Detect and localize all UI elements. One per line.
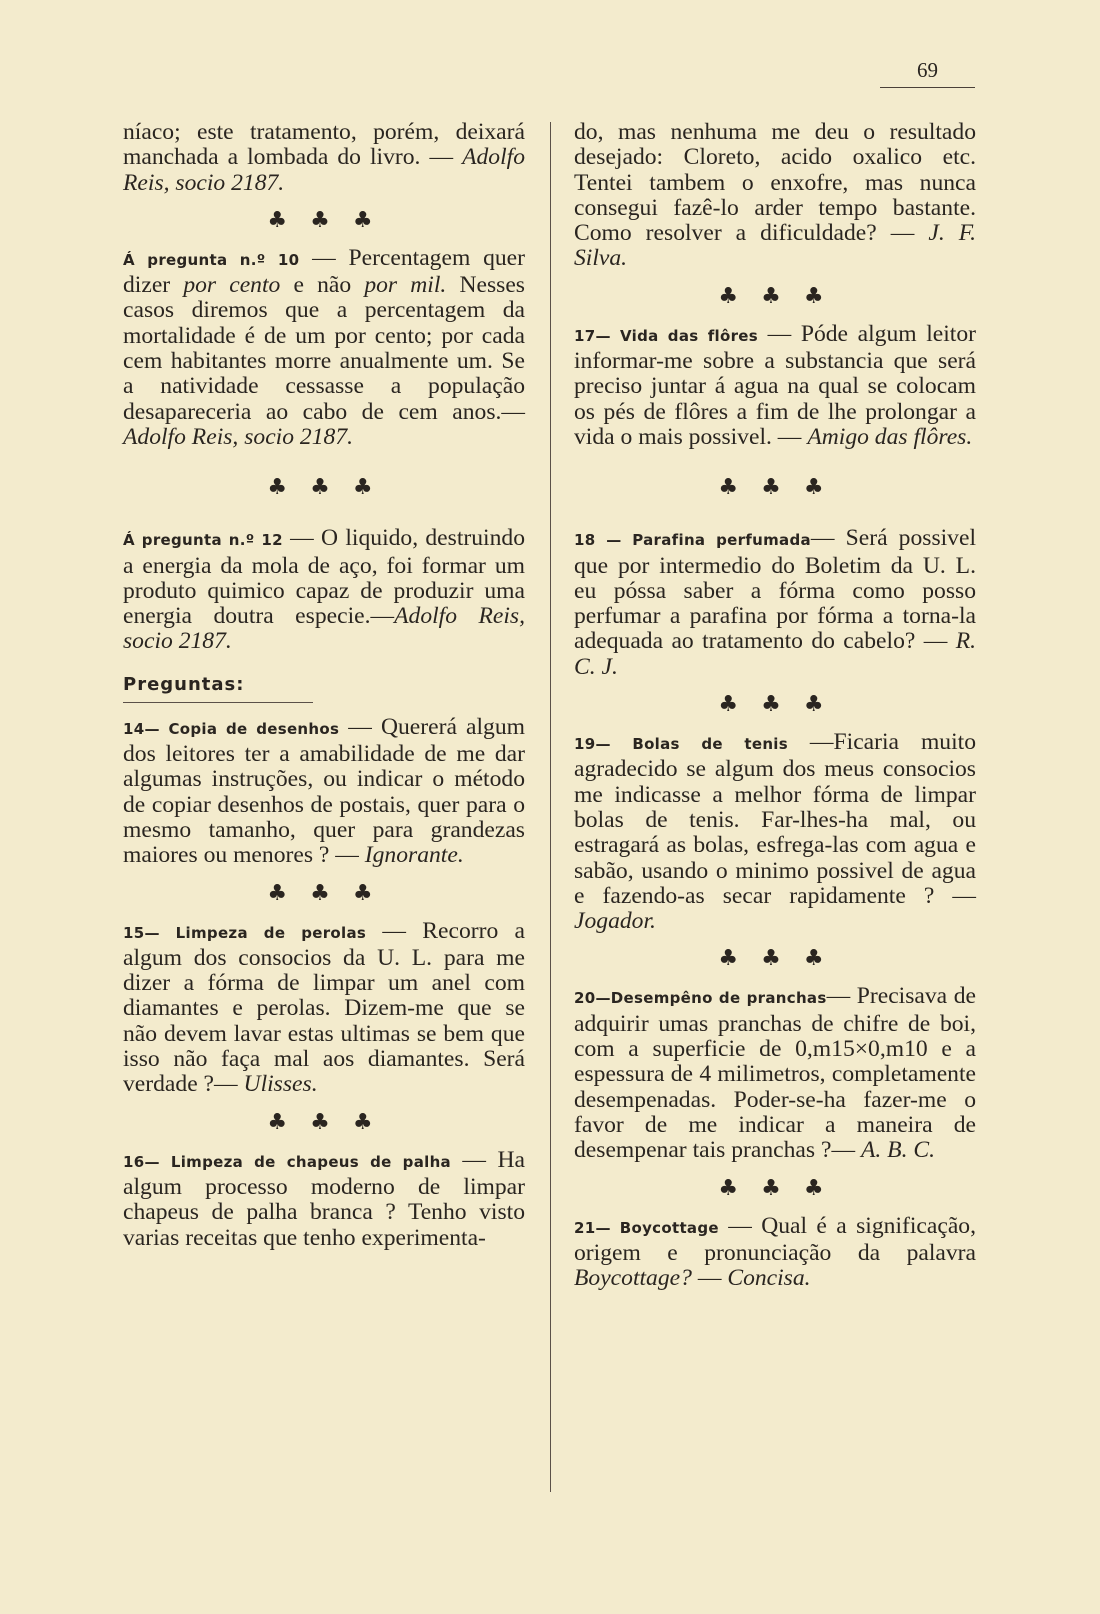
column-divider (550, 122, 551, 1492)
separator-clubs-icon: ♣ ♣ ♣ (267, 880, 381, 906)
answer-12-lead: Á pregunta n.º 12 (123, 531, 283, 550)
page-number: 69 (880, 58, 975, 88)
separator-clubs-icon: ♣ ♣ ♣ (267, 1109, 381, 1135)
section-heading: Preguntas: (123, 665, 525, 705)
signature: Concisa. (727, 1265, 811, 1292)
signature: Amigo das flôres. (807, 423, 973, 450)
signature: Adolfo Reis, socio 2187. (123, 603, 525, 655)
question-21-lead: 21— Boycottage (574, 1218, 719, 1237)
signature: Ulisses. (243, 1071, 318, 1098)
signature: Adolfo Reis, socio 2187. (123, 423, 354, 450)
signature: Adolfo Reis, socio 2187. (123, 144, 525, 196)
separator-clubs-icon: ♣ ♣ ♣ (718, 1175, 832, 1201)
separator-clubs-icon: ♣ ♣ ♣ (718, 475, 832, 501)
question-17: 17— Vida das flôres — Póde algum leitor informar-me sobre a substancia que será preciso juntar á agua na qual se colocam os pés de flôres a fim de lhe prolongar a vida o mais possivel. — Amigo das flôres. (574, 320, 976, 450)
question-16-lead: 16— Limpeza de chapeus de palha (123, 1152, 451, 1171)
separator-clubs-icon: ♣ ♣ ♣ (267, 475, 381, 501)
question-18: 18 — Parafina perfumada— Será possivel que por intermedio do Boletim da U. L. eu póssa saber a fórma como posso perfumar a parafina por fórma a torna-la adequada ao tratamento do cabelo? — R. C. J. (574, 525, 977, 680)
question-19: 19— Bolas de tenis —Ficaria muito agradecido se algum dos meus consocios me indicasse a melhor fórma de limpar bolas de tenis. Far-lhes-ha mal, ou estragará as bolas, esfrega-las com agua e sabão, usando o minimo possivel de agua e fazendo-as secar rapidamente ? — Jogador. (574, 729, 977, 935)
separator-clubs-icon: ♣ ♣ ♣ (718, 946, 832, 972)
signature: A. B. C. (860, 1137, 936, 1164)
paragraph-answer-12: Á pregunta n.º 12 — O liquido, destruindo a energia da mola de aço, foi formar um produto quimico capaz de produzir uma energia doutra especie.—Adolfo Reis, socio 2187. (123, 525, 525, 655)
question-20-lead: 20—Desempêno de pranchas (574, 989, 827, 1008)
question-17-lead: 17— Vida das flôres (574, 326, 758, 345)
separator-clubs-icon: ♣ ♣ ♣ (718, 692, 832, 718)
paragraph-intro: níaco; este tratamento, porém, deixará manchada a lombada do livro. — Adolfo Reis, socio 2187. (123, 119, 525, 196)
question-19-lead: 19— Bolas de tenis (574, 735, 788, 754)
answer-10-lead: Á pregunta n.º 10 (123, 250, 300, 269)
question-14-lead: 14— Copia de desenhos (123, 719, 340, 738)
question-20: 20—Desempêno de pranchas— Precisava de adquirir umas pranchas de chifre de boi, com a superficie de 0,m15×0,m10 e a espessura de 4 milimetros, completamente desempenadas. Poder-se-ha fazer-me o favor de me indicar a maneira de desempenar tais pranchas ?— A. B. C. (574, 983, 976, 1164)
question-21: 21— Boycottage — Qual é a significação, origem e pronunciação da palavra Boycottage? — Concisa. (574, 1212, 976, 1292)
separator-clubs-icon: ♣ ♣ ♣ (718, 283, 832, 309)
right-column (574, 120, 976, 1291)
question-15: 15— Limpeza de perolas — Recorro a algum dos consocios da U. L. para me dizer a fórma de limpar um anel com diamantes e perolas. Dizem-me que se não devem lavar estas ultimas se bem que isso não faça mal aos diamantes. Será verdade ?— Ulisses. (123, 917, 526, 1098)
signature: R. C. J. (574, 628, 976, 680)
question-15-lead: 15— Limpeza de perolas (123, 923, 367, 942)
question-16-continued: do, mas nenhuma me deu o resultado desejado: Cloreto, acido oxalico etc. Tentei tambem o enxofre, mas nunca consegui fazê-lo arder tempo bastante. Como resolver a dificuldade? — J. F. Silva. (574, 119, 977, 272)
left-column (123, 120, 525, 1251)
question-14: 14— Copia de desenhos — Quererá algum dos leitores ter a amabilidade de me dar algumas instruções, ou indicar o método de copiar desenhos de postais, quer para o mesmo tamanho, quer para grandezas maiores ou menores ? — Ignorante. (123, 713, 525, 869)
question-16: 16— Limpeza de chapeus de palha — Ha algum processo moderno de limpar chapeus de palha branca ? Tenho visto varias receitas que tenho experimenta- (123, 1146, 525, 1251)
signature: Jogador. (574, 908, 656, 935)
question-18-lead: 18 — Parafina perfumada (574, 531, 811, 550)
signature: J. F. Silva. (574, 220, 977, 272)
signature: Ignorante. (364, 842, 464, 869)
paragraph-answer-10: Á pregunta n.º 10 — Percentagem quer dizer por cento e não por mil. Nesses casos diremos que a percentagem da mortalidade é de um por cento; por cada cem habitantes morre anualmente um. Se a natividade cessasse a população desapareceria ao cabo de cem anos.—Adolfo Reis, socio 2187. (123, 244, 525, 450)
separator-clubs-icon: ♣ ♣ ♣ (267, 207, 381, 233)
